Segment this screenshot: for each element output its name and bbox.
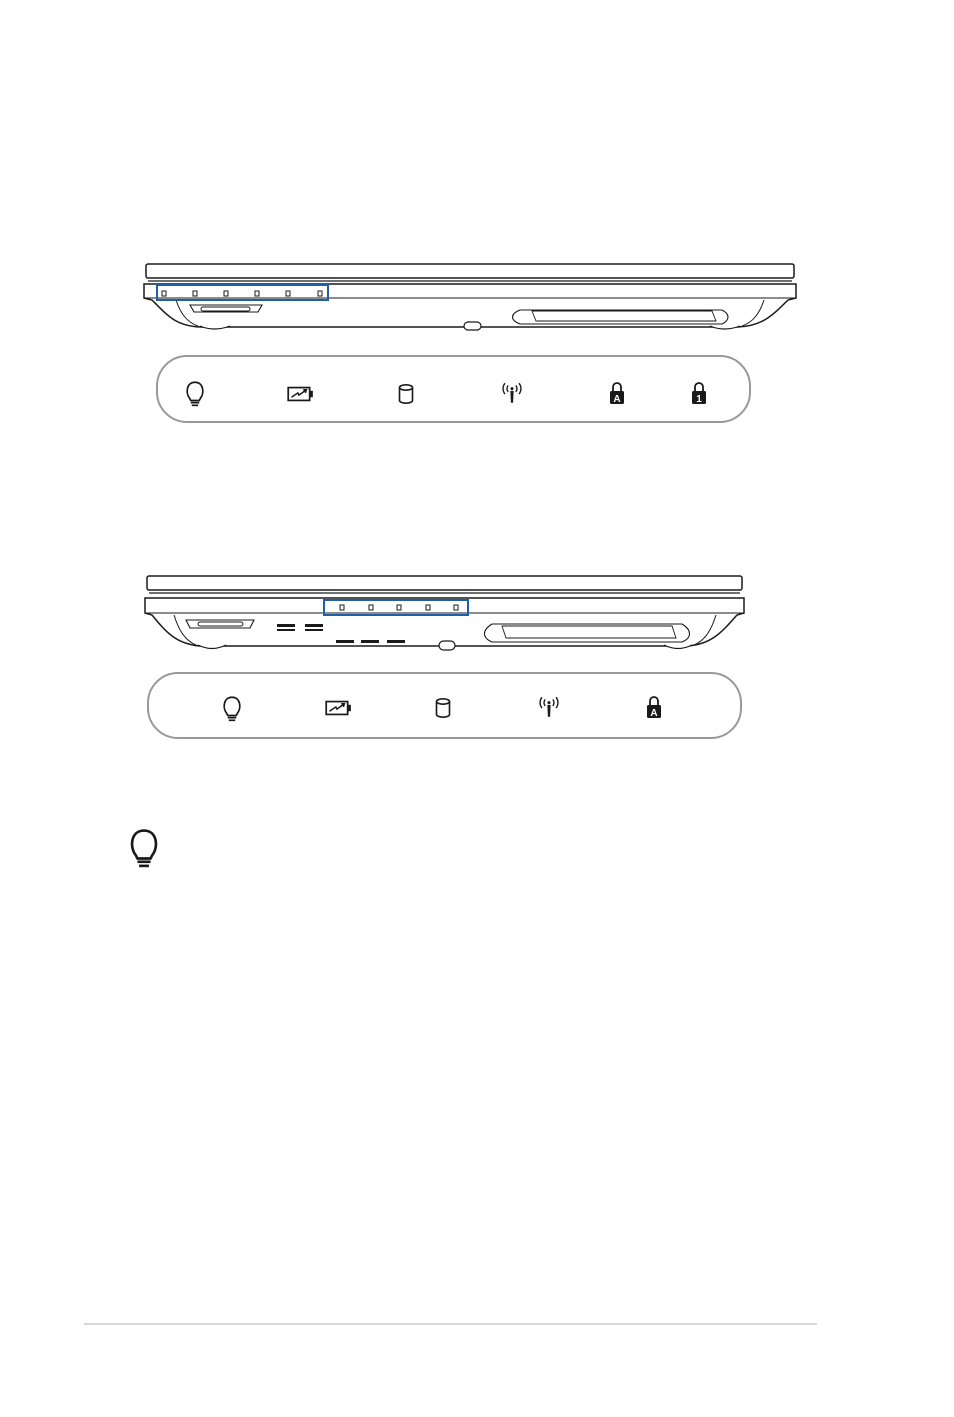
svg-text:A: A — [650, 708, 658, 719]
led — [426, 605, 430, 610]
led — [318, 291, 322, 296]
speaker-grill — [513, 310, 729, 324]
latch — [439, 641, 455, 650]
tip-bulb-icon — [132, 831, 156, 866]
indicator-legend-panel-b — [148, 673, 741, 738]
svg-text:A: A — [613, 394, 621, 405]
led — [193, 291, 197, 296]
led — [162, 291, 166, 296]
led — [454, 605, 458, 610]
speaker-grill — [485, 624, 690, 642]
laptop-lid — [146, 264, 794, 278]
led — [255, 291, 259, 296]
laptop-lid — [147, 576, 742, 590]
led — [224, 291, 228, 296]
led — [340, 605, 344, 610]
laptop-front-view-b — [145, 576, 744, 650]
led — [286, 291, 290, 296]
svg-text:1: 1 — [696, 394, 702, 405]
led — [397, 605, 401, 610]
laptop-front-view-a — [144, 264, 796, 330]
latch — [464, 322, 481, 330]
indicator-legend-panel-a — [157, 356, 750, 422]
led — [369, 605, 373, 610]
